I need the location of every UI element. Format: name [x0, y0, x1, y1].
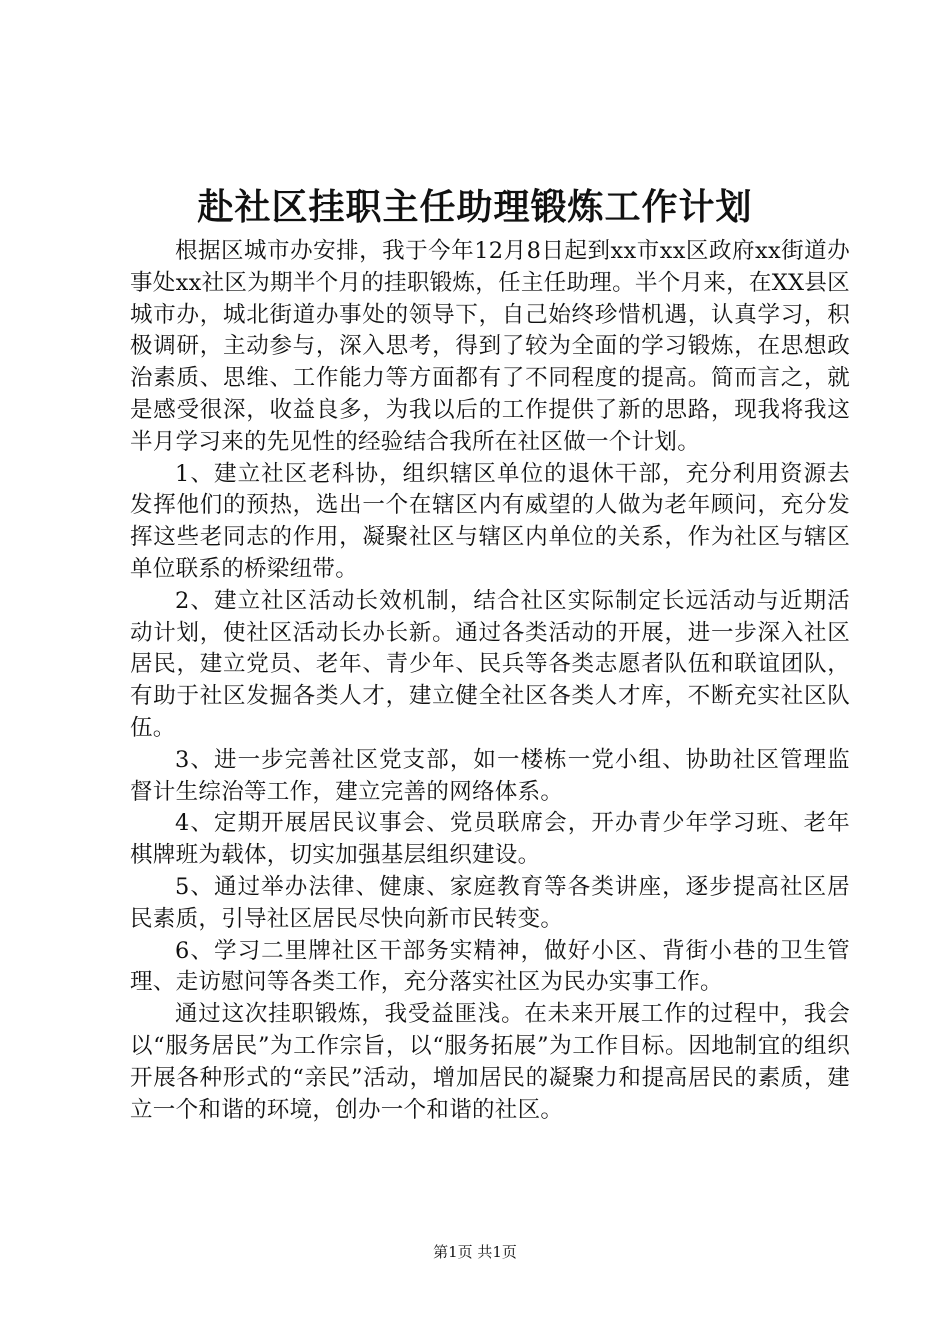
plan-item-2: 2、建立社区活动长效机制，结合社区实际制定长远活动与近期活动计划，使社区活动长办长新。通过各类活动的开展，进一步深入社区居民，建立党员、老年、青少年、民兵等各类志愿者队伍和联谊团队，有助于社区发掘各类人才，建立健全社区各类人才库，不断充实社区队伍。 [130, 587, 850, 741]
document-body [130, 236, 850, 1126]
conclusion-paragraph: 通过这次挂职锻炼，我受益匪浅。在未来开展工作的过程中，我会以“服务居民”为工作宗旨，以“服务拓展”为工作目标。因地制宜的组织开展各种形式的“亲民”活动，增加居民的凝聚力和提高居民的素质，建立一个和谐的环境，创办一个和谐的社区。 [130, 1001, 850, 1123]
document-title: 赴社区挂职主任助理锻炼工作计划 [197, 187, 753, 228]
plan-item-3: 3、进一步完善社区党支部，如一楼栋一党小组、协助社区管理监督计生综治等工作，建立完善的网络体系。 [130, 746, 850, 805]
plan-item-4: 4、定期开展居民议事会、党员联席会，开办青少年学习班、老年棋牌班为载体，切实加强基层组织建设。 [130, 810, 850, 869]
page-number-footer: 第1页 共1页 [433, 1243, 517, 1261]
plan-item-5: 5、通过举办法律、健康、家庭教育等各类讲座，逐步提高社区居民素质，引导社区居民尽快向新市民转变。 [130, 873, 850, 932]
plan-item-1: 1、建立社区老科协，组织辖区单位的退休干部，充分利用资源去发挥他们的预热，选出一个在辖区内有威望的人做为老年顾问，充分发挥这些老同志的作用，凝聚社区与辖区内单位的关系，作为社区与辖区单位联系的桥梁纽带。 [130, 460, 850, 582]
plan-item-6: 6、学习二里牌社区干部务实精神，做好小区、背街小巷的卫生管理、走访慰问等各类工作，充分落实社区为民办实事工作。 [130, 937, 850, 996]
intro-paragraph: 根据区城市办安排，我于今年12月8日起到xx市xx区政府xx街道办事处xx社区为期半个月的挂职锻炼，任主任助理。半个月来，在XX县区城市办，城北街道办事处的领导下，自己始终珍惜机遇，认真学习，积极调研，主动参与，深入思考，得到了较为全面的学习锻炼，在思想政治素质、思维、工作能力等方面都有了不同程度的提高。简而言之，就是感受很深，收益良多，为我以后的工作提供了新的思路，现我将我这半月学习来的先见性的经验结合我所在社区做一个计划。 [130, 238, 850, 455]
